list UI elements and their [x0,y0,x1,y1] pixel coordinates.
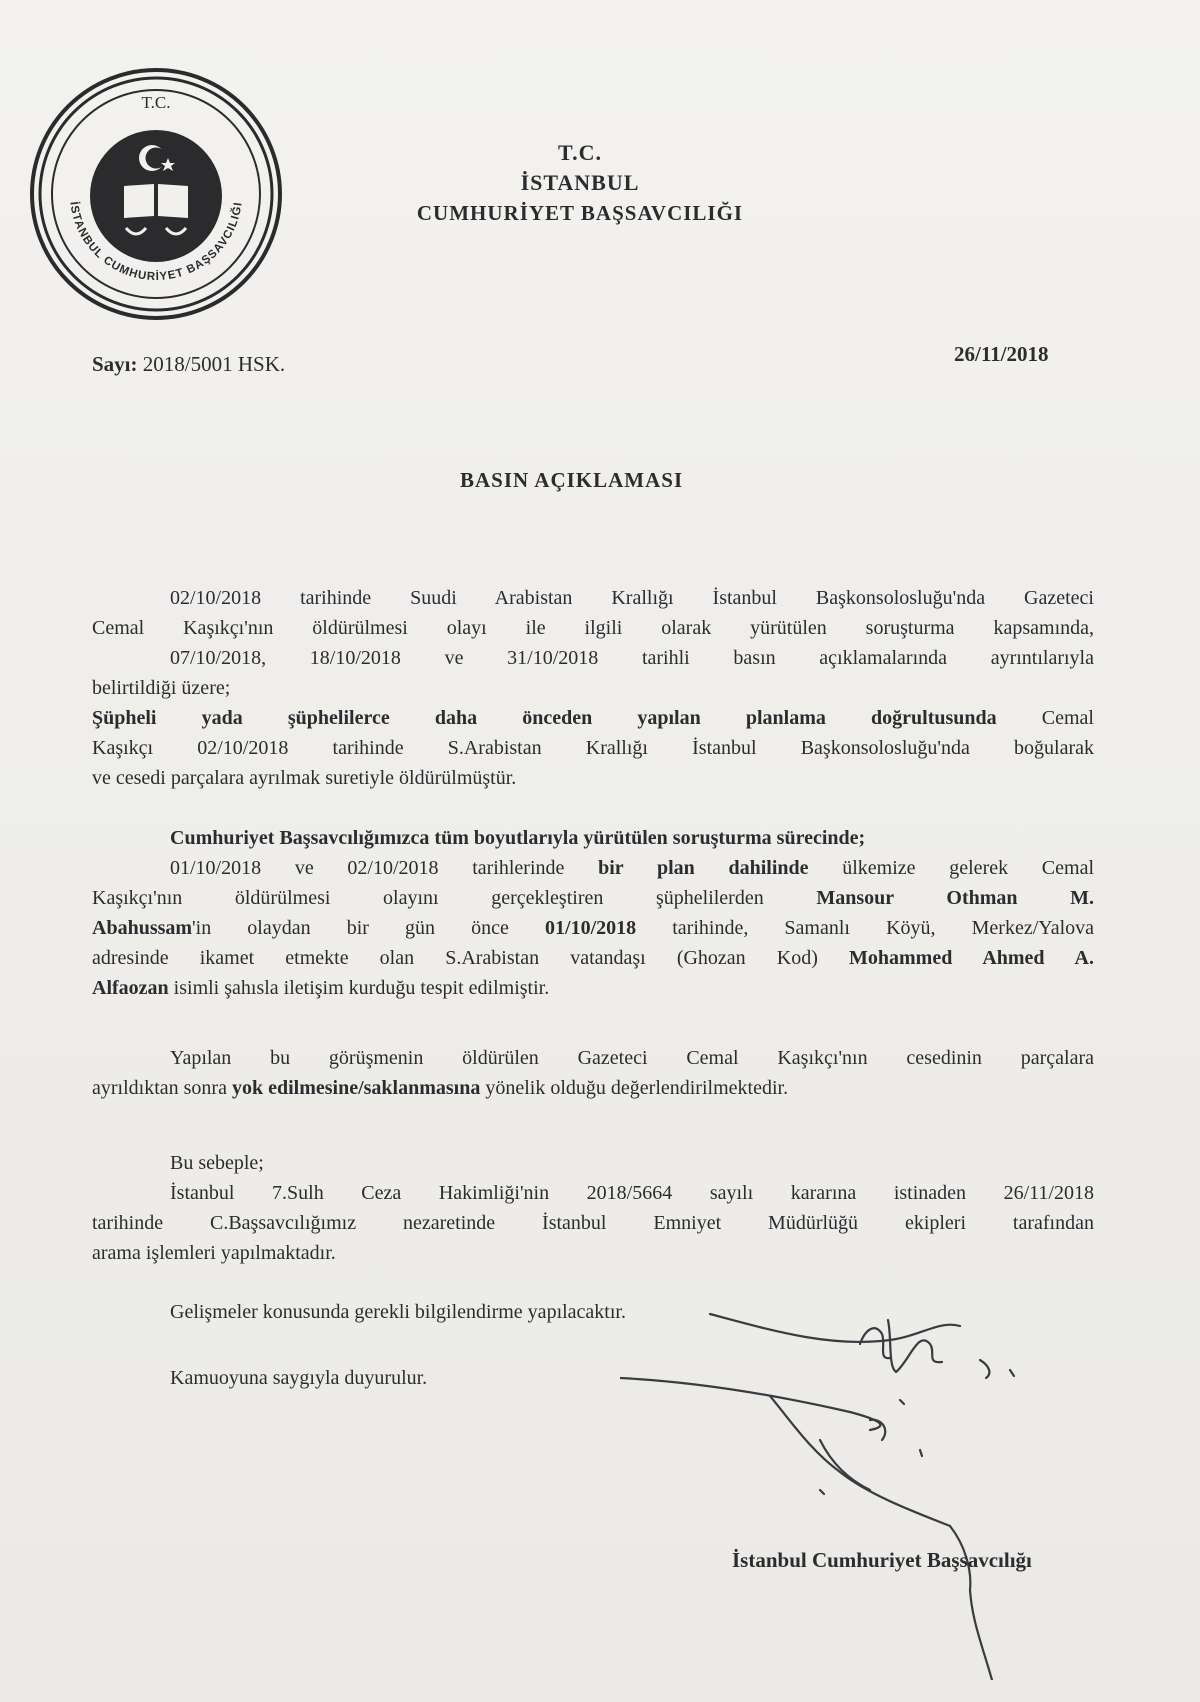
text-line: belirtildiği üzere; [92,677,231,699]
bold-name: Mansour Othman M. [816,887,1095,909]
bold-phrase: bir plan dahilinde [598,857,809,879]
text-fragment: adresinde ikamet etmekte olan S.Arabistan vatandaşı (Ghozan Kod) [92,947,818,969]
letterhead-line-1: T.C. [558,140,602,165]
bold-phrase: yok edilmesine/saklanmasına [231,1077,481,1099]
text-line [92,1073,1094,1103]
text-fragment: isimli şahısla iletişim kurduğu tespit edilmiştir. [173,977,550,999]
text-line: tarihinde C.Başsavcılığımız nezaretinde İstanbul Emniyet Müdürlüğü ekipleri tarafından [92,1212,1094,1234]
text-fragment: Kaşıkçı'nın öldürülmesi olayını gerçekleştiren şüphelilerden [92,887,764,909]
text-line [92,973,1094,1003]
paragraph-6: Kamuoyuna saygıyla duyurulur. [170,1367,428,1389]
paragraph-1 [92,583,1094,793]
official-seal [28,66,284,322]
paragraph-3 [92,1043,1094,1103]
document-date: 26/11/2018 [954,342,1049,366]
document-title: BASIN AÇIKLAMASI [460,468,684,492]
text-line: arama işlemleri yapılmaktadır. [92,1242,336,1264]
text-fragment: ülkemize gelerek Cemal [842,857,1095,879]
reference-value: 2018/5001 HSK. [142,352,286,376]
letterhead-line-3: CUMHURİYET BAŞSAVCILIĞI [416,201,744,225]
reference-number [92,352,285,377]
seal-top-text: T.C. [141,93,171,112]
paragraph-2 [92,823,1094,1003]
text-fragment: 01/10/2018 ve 02/10/2018 tarihlerinde [170,857,565,879]
text-line [92,943,1094,973]
text-fragment: Cemal [1041,707,1094,729]
text-line: Yapılan bu görüşmenin öldürülen Gazeteci Cemal Kaşıkçı'nın cesedinin parçalara [170,1047,1094,1069]
reference-label: Sayı: [92,352,138,376]
text-line [92,913,1094,943]
bold-name: Mohammed Ahmed A. [849,947,1094,969]
bold-phrase: Şüpheli yada şüphelilerce daha önceden yapılan planlama doğrultusunda [92,707,997,729]
text-line: Kaşıkçı 02/10/2018 tarihinde S.Arabistan Krallığı İstanbul Başkonsolosluğu'nda boğularak [92,737,1094,759]
text-line: Bu sebeple; [170,1152,264,1174]
text-line: İstanbul 7.Sulh Ceza Hakimliği'nin 2018/5664 sayılı kararına istinaden 26/11/2018 [170,1182,1094,1204]
text-fragment: 'in olaydan bir gün önce [192,917,509,939]
paragraph-5: Gelişmeler konusunda gerekli bilgilendirme yapılacaktır. [170,1301,626,1323]
handwritten-signature [620,1300,1140,1680]
letterhead-line-2: İSTANBUL [520,170,640,195]
text-fragment: ayrıldıktan sonra [92,1077,227,1099]
text-fragment: yönelik olduğu değerlendirilmektedir. [485,1077,789,1099]
text-line: 02/10/2018 tarihinde Suudi Arabistan Krallığı İstanbul Başkonsolosluğu'nda Gazeteci [170,587,1094,609]
paragraph-4 [92,1148,1094,1268]
signatory: İstanbul Cumhuriyet Başsavcılığı [732,1548,1032,1572]
text-line [92,883,1094,913]
text-line: ve cesedi parçalara ayrılmak suretiyle öldürülmüştür. [92,767,517,789]
bold-date: 01/10/2018 [545,917,637,939]
bold-name: Alfaozan [92,977,169,999]
text-line: 07/10/2018, 18/10/2018 ve 31/10/2018 tarihli basın açıklamalarında ayrıntılarıyla [170,647,1094,669]
text-line [92,853,1094,883]
seal-ring-text: İSTANBUL CUMHURİYET BAŞSAVCILIĞI [67,201,245,284]
text-fragment: tarihinde, Samanlı Köyü, Merkez/Yalova [672,917,1095,939]
text-line [92,703,1094,733]
letterhead [330,138,830,228]
bold-name: Abahussam [92,917,193,939]
text-line: Cemal Kaşıkçı'nın öldürülmesi olayı ile ilgili olarak yürütülen soruşturma kapsamında, [92,617,1094,639]
text-line: Cumhuriyet Başsavcılığımızca tüm boyutlarıyla yürütülen soruşturma sürecinde; [170,827,866,849]
